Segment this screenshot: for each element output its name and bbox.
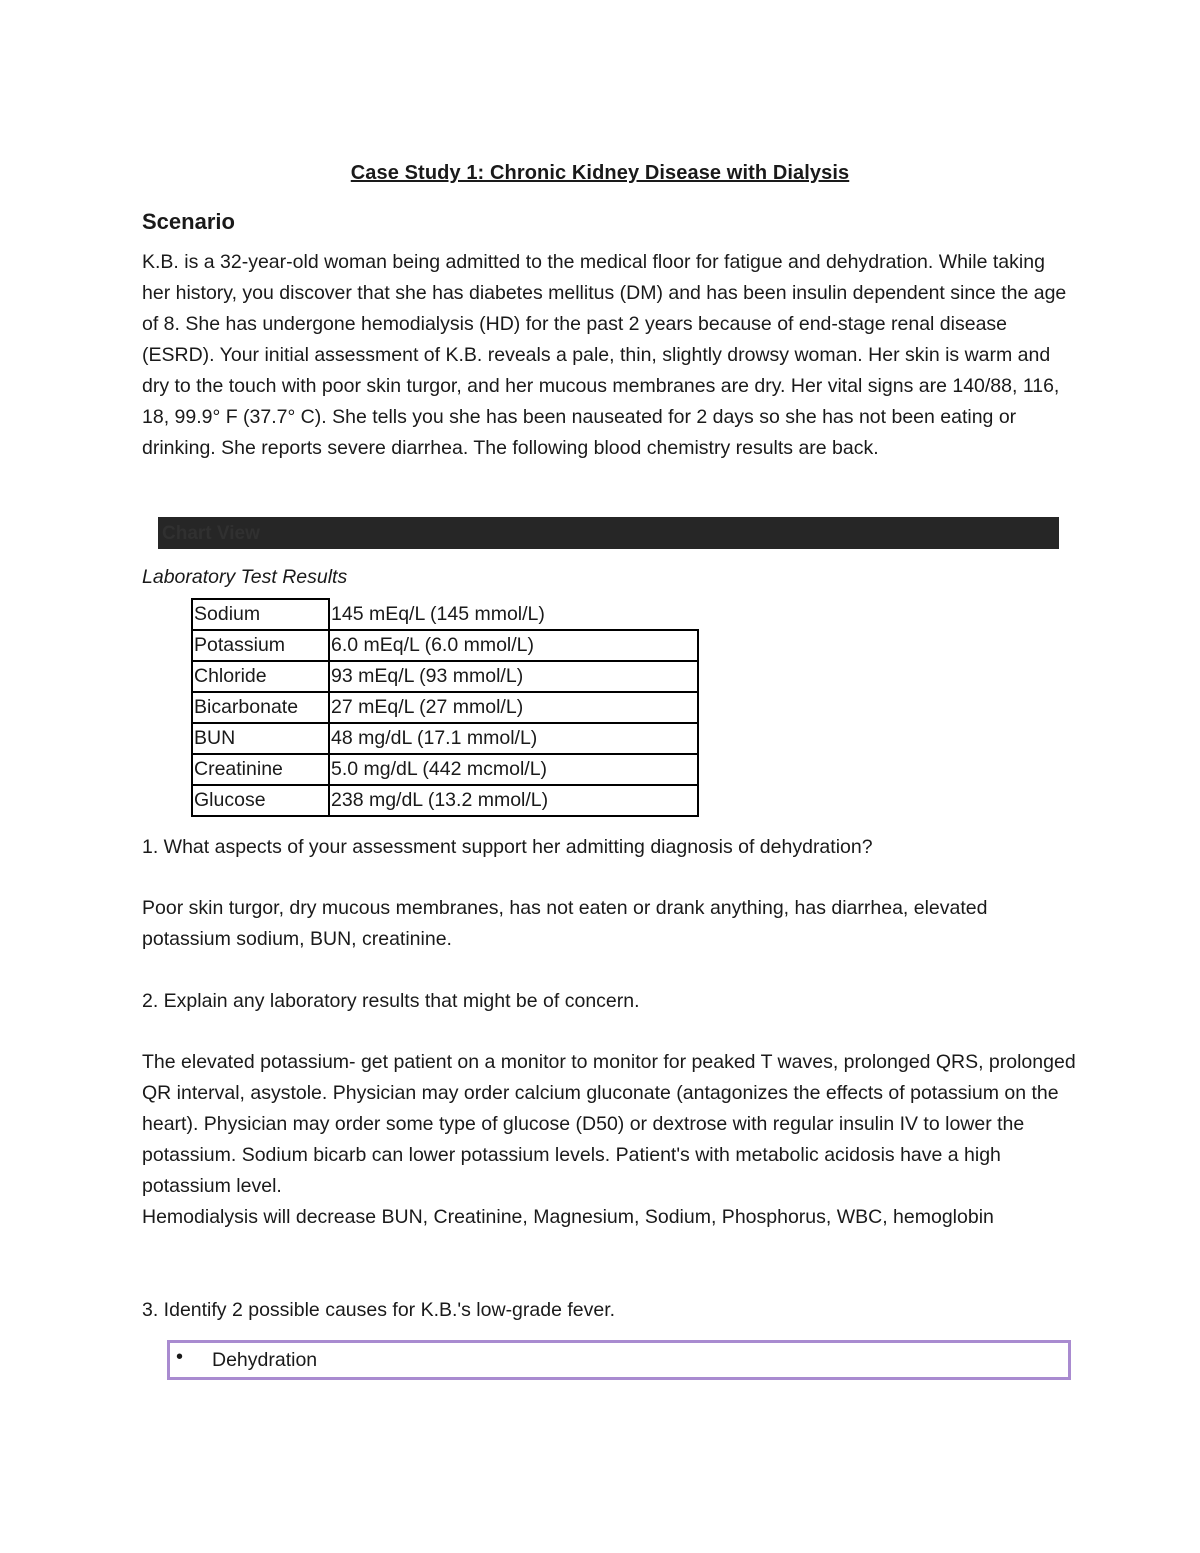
lab-value-cell: 27 mEq/L (27 mmol/L) bbox=[329, 692, 698, 723]
lab-name-cell: Bicarbonate bbox=[192, 692, 329, 723]
table-row bbox=[192, 599, 698, 630]
question-1: 1. What aspects of your assessment support her admitting diagnosis of dehydration? bbox=[142, 836, 873, 858]
table-row bbox=[192, 785, 698, 816]
question-2: 2. Explain any laboratory results that might be of concern. bbox=[142, 990, 640, 1012]
table-row bbox=[192, 754, 698, 785]
lab-name-cell: Chloride bbox=[192, 661, 329, 692]
lab-value-cell: 6.0 mEq/L (6.0 mmol/L) bbox=[329, 630, 698, 661]
lab-name-cell: BUN bbox=[192, 723, 329, 754]
answer-2: The elevated potassium- get patient on a monitor to monitor for peaked T waves, prolonged QRS, prolonged QR interval, asystole. Physician may order calcium gluconate (antagonizes the effects of potassium on the heart). Physician may order some type of glucose (D50) or dextrose with regular insulin IV to lower the potassium. Sodium bicarb can lower potassium levels. Patient's with metabolic acidosis have a high potassium level. bbox=[142, 1051, 1076, 1197]
answer-1: Poor skin turgor, dry mucous membranes, has not eaten or drank anything, has diarrhea, elevated potassium sodium, BUN, creatinine. bbox=[142, 897, 988, 950]
answer-3-box bbox=[167, 1340, 1071, 1380]
lab-name-cell: Creatinine bbox=[192, 754, 329, 785]
lab-results-table bbox=[191, 598, 699, 817]
lab-name-cell: Glucose bbox=[192, 785, 329, 816]
table-row bbox=[192, 661, 698, 692]
lab-name-cell: Potassium bbox=[192, 630, 329, 661]
table-row bbox=[192, 692, 698, 723]
scenario-heading: Scenario bbox=[142, 209, 235, 234]
lab-results-heading: Laboratory Test Results bbox=[142, 566, 348, 588]
lab-value-cell: 238 mg/dL (13.2 mmol/L) bbox=[329, 785, 698, 816]
lab-name-cell: Sodium bbox=[192, 599, 329, 630]
scenario-paragraph: K.B. is a 32-year-old woman being admitted to the medical floor for fatigue and dehydration. While taking her history, you discover that she has diabetes mellitus (DM) and has been insulin dependent since the age of 8. She has undergone hemodialysis (HD) for the past 2 years because of end-stage renal disease (ESRD). Your initial assessment of K.B. reveals a pale, thin, slightly drowsy woman. Her skin is warm and dry to the touch with poor skin turgor, and her mucous membranes are dry. Her vital signs are 140/88, 116, 18, 99.9° F (37.7° C). She tells you she has been nauseated for 2 days so she has not been eating or drinking. She reports severe diarrhea. The following blood chemistry results are back. bbox=[142, 251, 1067, 459]
bullet-icon: • bbox=[176, 1346, 184, 1368]
answer-3-item: Dehydration bbox=[212, 1349, 318, 1371]
lab-value-cell: 93 mEq/L (93 mmol/L) bbox=[329, 661, 698, 692]
table-row bbox=[192, 630, 698, 661]
answer-2-hemodialysis: Hemodialysis will decrease BUN, Creatinine, Magnesium, Sodium, Phosphorus, WBC, hemoglobin bbox=[142, 1206, 994, 1228]
page-title: Case Study 1: Chronic Kidney Disease with Dialysis bbox=[350, 162, 850, 184]
chart-view-label: Chart View bbox=[162, 523, 260, 544]
lab-value-cell: 48 mg/dL (17.1 mmol/L) bbox=[329, 723, 698, 754]
lab-value-cell: 5.0 mg/dL (442 mcmol/L) bbox=[329, 754, 698, 785]
chart-view-bar bbox=[158, 517, 1059, 549]
table-row bbox=[192, 723, 698, 754]
lab-value-cell: 145 mEq/L (145 mmol/L) bbox=[329, 599, 698, 630]
question-3: 3. Identify 2 possible causes for K.B.'s low-grade fever. bbox=[142, 1299, 616, 1321]
